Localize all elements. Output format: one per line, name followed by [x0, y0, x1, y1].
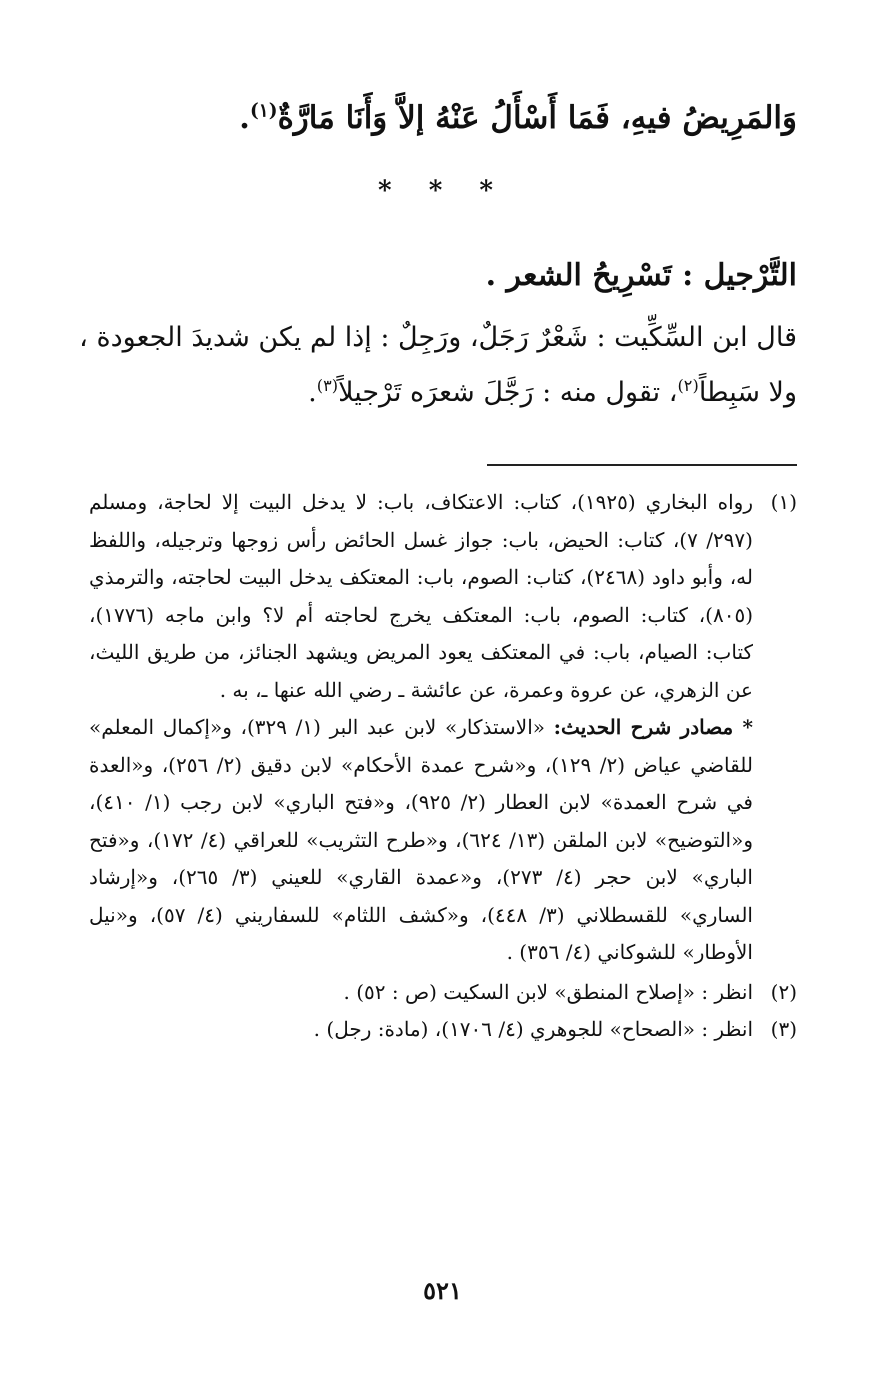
footnote-3	[89, 1011, 797, 1049]
footnote-3-text: انظر : «الصحاح» للجوهري (٤/ ١٧٠٦)، (مادة: رجل) .	[313, 1017, 753, 1041]
footnote-ref-3[interactable]: (٣)	[316, 376, 339, 395]
hadith-end-text: وَالمَرِيضُ فيهِ، فَمَا أَسْأَلُ عَنْهُ إلاَّ وَأَنَا مَارَّةٌ	[277, 100, 797, 136]
footnote-2	[89, 974, 797, 1012]
footnote-ref-2[interactable]: (٢)	[677, 376, 699, 395]
body-line-2-period: .	[308, 377, 317, 408]
footnotes	[89, 484, 797, 1049]
hadith-end-line	[239, 100, 797, 136]
footnote-1-number: (١)	[770, 490, 797, 514]
body-line-2-part-b: ، تقول منه : رَجَّلَ شعرَه تَرْجيلاً	[338, 377, 678, 408]
hadith-end-period: .	[239, 100, 250, 136]
section-heading: التَّرْجيل : تَسْرِيحُ الشعر .	[485, 258, 797, 293]
footnote-2-text: انظر : «إصلاح المنطق» لابن السكيت (ص : ٥٢) .	[343, 979, 753, 1004]
footnote-1-text: رواه البخاري (١٩٢٥)، كتاب: الاعتكاف، باب: لا يدخل البيت إلا لحاجة، ومسلم (٢٩٧/ ٧)، كتاب: الحيض، باب: جواز غسل الحائض رأس زوجها وترجيله، واللفظ له، وأبو داود (٢٤٦٨)، كتاب: الصوم، باب: المعتكف يدخل البيت لحاجته، والترمذي (٨٠٥)، كتاب: الصوم، باب: المعتكف يخرج لحاجته أم لا؟ وابن ماجه (١٧٧٦)، كتاب: الصيام، باب: في المعتكف يعود المريض ويشهد الجنائز، من طريق الليث، عن الزهري، عن عروة وعمرة، عن عائشة ـ رضي الله عنها ـ، به .	[89, 490, 753, 702]
footnote-2-number: (٢)	[770, 979, 797, 1004]
footnote-1-sources-text: «الاستذكار» لابن عبد البر (١/ ٣٢٩)، و«إكمال المعلم» للقاضي عياض (٢/ ١٢٩)، و«شرح عمدة الأحكام» لابن دقيق (٢/ ٢٥٦)، و«العدة في شرح العمدة» لابن العطار (٢/ ٩٢٥)، و«فتح الباري» لابن رجب (١/ ٤١٠)، و«التوضيح» لابن الملقن (١٣/ ٦٢٤)، و«طرح التثريب» للعراقي (٤/ ١٧٢)، و«فتح الباري» لابن حجر (٤/ ٢٧٣)، و«عمدة القاري» للعيني (٣/ ٢٦٥)، و«إرشاد الساري» للقسطلاني (٣/ ٤٤٨)، و«كشف اللثام» للسفاريني (٤/ ٥٧)، و«نيل الأوطار» للشوكاني (٤/ ٣٥٦) .	[89, 715, 753, 964]
footnote-3-number: (٣)	[770, 1017, 797, 1041]
body-line-1: قال ابن السِّكِّيت : شَعْرٌ رَجَلٌ، ورَجِلٌ : إذا لم يكن شديدَ الجعودة ،	[79, 322, 797, 353]
section-separator: * * *	[378, 176, 507, 206]
footnote-divider	[487, 464, 797, 466]
footnote-ref-1[interactable]: (١)	[249, 100, 278, 122]
body-line-2-part-a: ولا سَبِطاً	[698, 377, 797, 408]
footnote-1	[89, 484, 797, 972]
body-line-2	[308, 376, 797, 408]
page-number: ٥٢١	[423, 1276, 462, 1305]
footnote-1-body	[89, 484, 753, 972]
footnote-1-sources-label: * مصادر شرح الحديث:	[553, 715, 753, 739]
